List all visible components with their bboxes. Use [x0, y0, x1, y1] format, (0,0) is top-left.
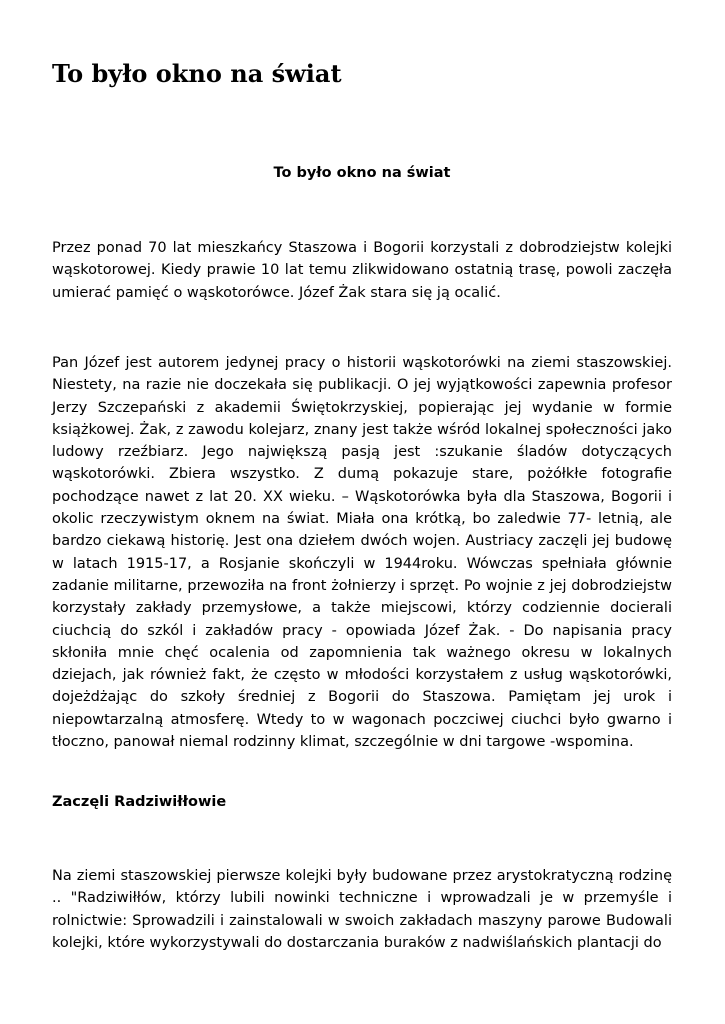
section-paragraph: Na ziemi staszowskiej pierwsze kolejki były budowane przez arystokratyczną rodzinę .. "Radziwiłłów, którzy lubili nowinki techniczne i wprowadzali je w przemyśle i rolnictwie: Sprowadzili i zainstalowali w swoich zakładach maszyny parowe Budowali kolejki, które wykorzystywali do dostarczania buraków z nadwiślańskich plantacji do — [52, 868, 672, 951]
section-heading: Zaczęli Radziwiłłowie — [52, 794, 227, 810]
body-paragraph: Pan Józef jest autorem jedynej pracy o historii wąskotorówki na ziemi staszowskiej. Niestety, na razie nie doczekała się publikacji. O jej wyjątkowości zapewnia profesor Jerzy Szczepański z akademii Świętokrzyskiej, popierając jej wydanie w formie książkowej. Żak, z zawodu kolejarz, znany jest także wśród lokalnej społeczności jako ludowy rzeźbiarz. Jego największą pasją jest :szukanie śladów dotyczących wąskotorówki. Zbiera wszystko. Z dumą pokazuje stare, pożółkłe fotografie pochodzące nawet z lat 20. XX wieku. – Wąskotorówka była dla Staszowa, Bogorii i okolic rzeczywistym oknem na świat. Miała ona krótką, bo zaledwie 77- letnią, ale bardzo ciekawą historię. Jest ona dziełem dwóch wojen. Austriacy zaczęli jej budowę w latach 1915-17, a Rosjanie skończyli w 1944roku. Wówczas spełniała głównie zadanie militarne, przewoziła na front żołnierzy i sprzęt. Po wojnie z jej dobrodziejstw korzystały zakłady przemysłowe, a także miejscowi, którzy codziennie docierali ciuchcią do szkól i zakładów pracy - opowiada Józef Żak. - Do napisania pracy skłoniła mnie chęć ocalenia od zapomnienia tak ważnego okresu w lokalnych dziejach, jak również fakt, że często w młodości korzystałem z usług wąskotorówki, dojeżdżając do szkoły średniej z Bogorii do Staszowa. Pamiętam jej urok i niepowtarzalną atmosferę. Wtedy to w wagonach poczciwej ciuchci było gwarno i tłoczno, panował niemal rodzinny klimat, szczególnie w dni targowe -wspomina. — [52, 355, 672, 751]
document-title: To było okno na świat — [52, 59, 342, 88]
article-subtitle: To było okno na świat — [273, 165, 451, 181]
intro-paragraph: Przez ponad 70 lat mieszkańcy Staszowa i Bogorii korzystali z dobrodziejstw kolejki wąskotorowej. Kiedy prawie 10 lat temu zlikwidowano ostatnią trasę, powoli zaczęła umierać pamięć o wąskotorówce. Józef Żak stara się ją ocalić. — [52, 240, 672, 301]
